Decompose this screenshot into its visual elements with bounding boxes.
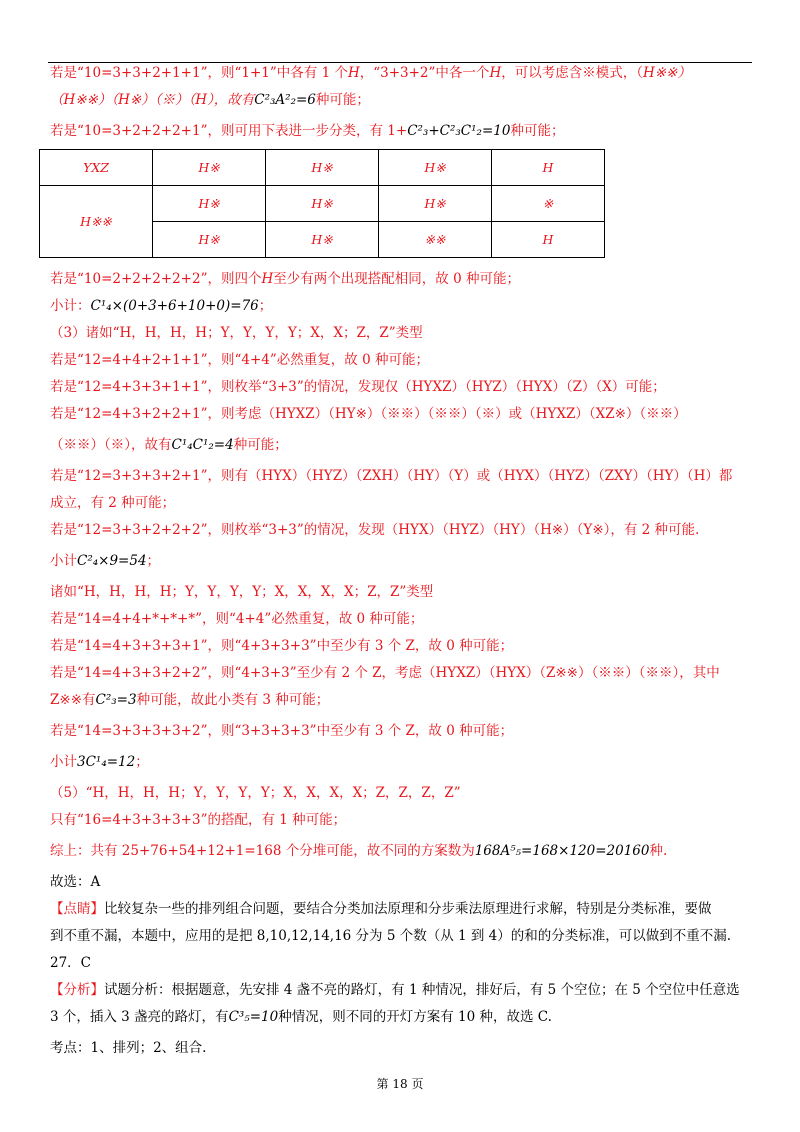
text: H※※） [642, 65, 691, 81]
line-26 [50, 899, 750, 919]
text: ； [146, 553, 161, 569]
text: 若是“10=3+2+2+2+1”，则可用下表进一步分类，有 1+ [50, 123, 408, 139]
line-9: 若是“12=4+3+2+2+1”，则考虑（HYXZ）（HY※）（※※）（※※）（※）或（HYXZ）（XZ※）（※※） [50, 406, 687, 422]
line-23: 只有“16=4+3+3+3+3”的搭配，有 1 种可能； [50, 812, 347, 828]
line-15: 诸如“H，H，H，H；Y，Y，Y，Y；X，X，X，X；Z，Z”类型 [50, 584, 434, 600]
text: 小计 [50, 754, 77, 770]
text: 若是“10=2+2+2+2+2”，则四个 [50, 271, 262, 287]
text: （※※）（※），故有 [50, 437, 172, 453]
line-25: 故选：A [50, 874, 101, 890]
line-14 [50, 551, 750, 571]
text: 小计： [50, 298, 91, 314]
line-19 [50, 690, 750, 710]
solution-body [50, 63, 750, 1058]
formula: C¹₄×(0+3+6+10+0)=76 [90, 298, 259, 314]
table-cell: H※ [153, 222, 266, 258]
formula: C²₃A²₂=6 [254, 92, 316, 108]
table-row [40, 186, 605, 222]
table-cell: H※ [153, 186, 266, 222]
formula: 168A⁵₅=168×120=20160 [474, 843, 650, 859]
table-cell: H※ [379, 150, 492, 186]
line-18: 若是“14=4+3+3+2+2”，则“4+3+3”至少有 2 个 Z，考虑（HYXZ）（HYX）（Z※※）（※※）（※※），其中 [50, 665, 720, 681]
text: Z※※有 [50, 692, 96, 708]
line-2 [50, 90, 750, 110]
page-number: 第 18 页 [376, 1077, 424, 1091]
text: 种可能； [315, 92, 370, 108]
table-cell: H [492, 222, 605, 258]
line-16: 若是“14=4+4+*+*+*”，则“4+4”必然重复，故 0 种可能； [50, 611, 424, 627]
analysis-label: 【分析】 [50, 982, 104, 998]
table-cell: ※※ [379, 222, 492, 258]
table-cell: H [492, 150, 605, 186]
text: H [489, 65, 502, 81]
table-cell: H※ [379, 186, 492, 222]
line-31: 考点：1、排列；2、组合. [50, 1040, 207, 1056]
line-3 [50, 121, 750, 141]
line-27: 到不重不漏，本题中，应用的是把 8,10,12,14,16 分为 5 个数（从 1 到 4）的和的分类标准，可以做到不重不漏. [50, 928, 732, 944]
text: 小计 [50, 553, 77, 569]
table-cell: ※ [492, 186, 605, 222]
line-17: 若是“14=4+3+3+3+1”，则“4+3+3+3”中至少有 3 个 Z，故 0 种可能； [50, 638, 514, 654]
text: ，可以考虑含※模式，（ [501, 65, 643, 81]
table-cell: H※ [266, 186, 379, 222]
formula: 3C¹₄=12 [77, 754, 136, 770]
text: 种可能； [510, 123, 565, 139]
line-22: （5）“H，H，H，H；Y，Y，Y，Y；X，X，X，X；Z，Z，Z，Z” [50, 785, 461, 801]
line-5 [50, 296, 750, 316]
text: （H※※）（H※）（※）（H），故有 [50, 92, 255, 108]
text: ，“3+3+2”中各一个 [359, 65, 490, 81]
line-24 [50, 841, 750, 861]
table-header-row [40, 150, 605, 186]
text: H [347, 65, 360, 81]
remark-label: 【点睛】 [50, 901, 104, 917]
text: ； [135, 754, 149, 770]
line-1 [50, 63, 750, 83]
formula: C²₃=3 [95, 692, 137, 708]
line-28: 27．C [50, 955, 92, 971]
formula: C³₅=10 [228, 1009, 279, 1025]
table-cell: H※ [266, 222, 379, 258]
line-4 [50, 269, 750, 289]
line-6: （3）诸如“H，H，H，H；Y，Y，Y，Y；X，X；Z，Z”类型 [50, 325, 423, 341]
text: 比较复杂一些的排列组合问题，要结合分类加法原理和分步乘法原理进行求解，特别是分类标准，要做 [104, 901, 712, 917]
line-12: 成立，有 2 种可能； [50, 495, 176, 511]
text: H [261, 271, 274, 287]
text: 综上：共有 25+76+54+12+1=168 个分堆可能，故不同的方案数为 [50, 843, 475, 859]
classification-table [39, 149, 605, 258]
table-cell: YXZ [40, 150, 153, 186]
text: ； [258, 298, 273, 314]
text: 种. [649, 843, 668, 859]
formula: C²₄×9=54 [77, 553, 147, 569]
line-10 [50, 435, 750, 455]
text: 试题分析：根据题意，先安排 4 盏不亮的路灯，有 1 种情况，排好后，有 5 个空位；在 5 个空位中任意选 [104, 982, 740, 998]
line-30 [50, 1007, 750, 1027]
line-20: 若是“14=3+3+3+3+2”，则“3+3+3+3”中至少有 3 个 Z，故 0 种可能； [50, 723, 514, 739]
text: 种可能，故此小类有 3 种可能； [136, 692, 330, 708]
line-29 [50, 980, 750, 1000]
text: 若是“10=3+3+2+1+1”，则“1+1”中各有 1 个 [50, 65, 348, 81]
line-7: 若是“12=4+4+2+1+1”，则“4+4”必然重复，故 0 种可能； [50, 352, 429, 368]
line-13: 若是“12=3+3+2+2+2”，则枚举“3+3”的情况，发现（HYX）（HYZ）（HY）（H※）（Y※），有 2 种可能. [50, 522, 700, 538]
line-8: 若是“12=4+3+3+1+1”，则枚举“3+3”的情况，发现仅（HYXZ）（HYZ）（HYX）（Z）（X）可能； [50, 379, 666, 395]
line-21 [50, 752, 750, 772]
text: 种情况，则不同的开灯方案有 10 种，故选 C. [278, 1009, 552, 1025]
table-row-label: H※※ [40, 186, 153, 258]
formula: C¹₄C¹₂=4 [171, 437, 234, 453]
table-cell: H※ [266, 150, 379, 186]
text: 至少有两个出现搭配相同，故 0 种可能； [273, 271, 520, 287]
formula: C²₃+C²₃C¹₂=10 [407, 123, 511, 139]
line-11: 若是“12=3+3+3+2+1”，则有（HYX）（HYZ）（ZXH）（HY）（Y）或（HYX）（HYZ）（ZXY）（HY）（H）都 [50, 468, 733, 484]
text: 种可能； [233, 437, 288, 453]
text: 3 个，插入 3 盏亮的路灯，有 [50, 1009, 229, 1025]
table-cell: H※ [153, 150, 266, 186]
